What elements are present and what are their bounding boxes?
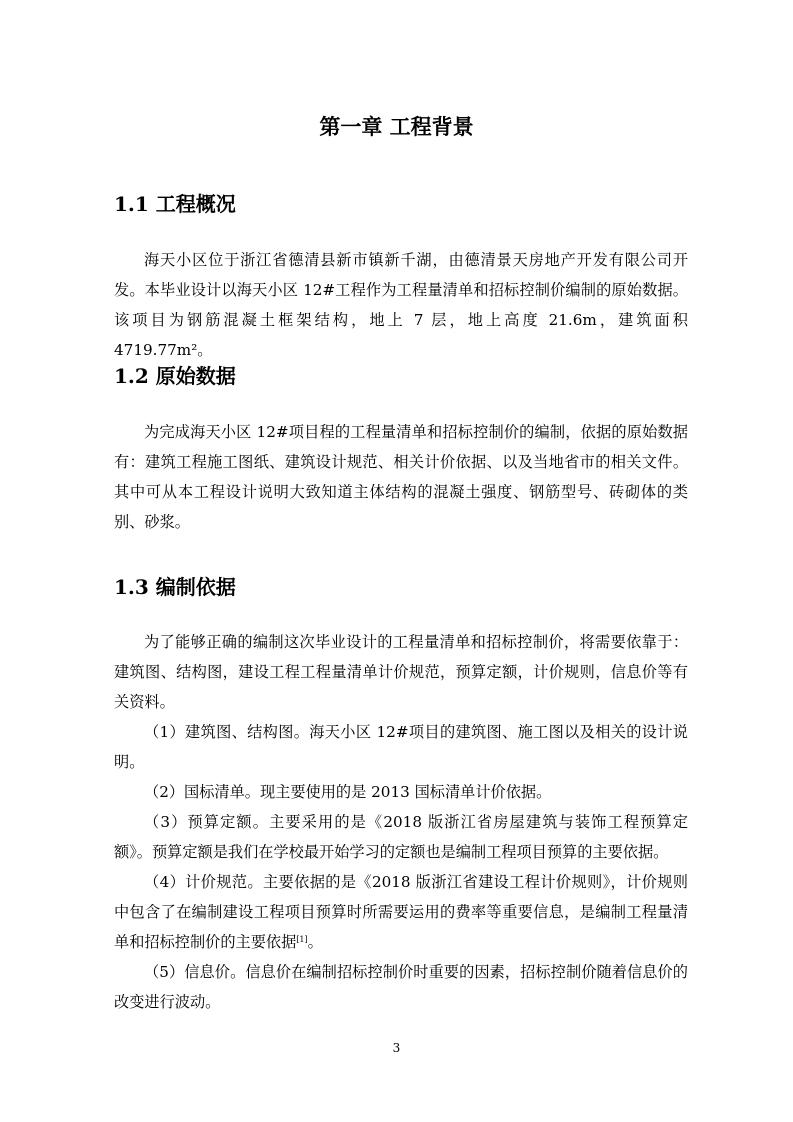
section-heading-1-1: 1.1 工程概况 — [114, 192, 236, 216]
list-item-drawings: （1）建筑图、结构图。海天小区 12#项目的建筑图、施工图以及相关的设计说明。 — [114, 723, 688, 771]
list-item-national-bill: （2）国标清单。现主要使用的是 2013 国标清单计价依据。 — [144, 783, 552, 801]
list-item-pricing-rules-text: （4）计价规范。主要依据的是《2018 版浙江省建设工程计价规则》，计价规则中包含了在编制建设工程项目预算时所需要运用的费率等重要信息，是编制工程量清单和招标控制价的主要依据 — [114, 873, 688, 951]
list-item-budget-quota: （3）预算定额。主要采用的是《2018 版浙江省房屋建筑与装饰工程预算定额》。预算定额是我们在学校最开始学习的定额也是编制工程项目预算的主要依据。 — [114, 813, 688, 861]
section-heading-1-2: 1.2 原始数据 — [114, 364, 236, 388]
paragraph-original-data: 为完成海天小区 12#项目程的工程量清单和招标控制价的编制，依据的原始数据有：建筑工程施工图纸、建筑设计规范、相关计价依据、以及当地省市的相关文件。其中可从本工程设计说明大致知道主体结构的混凝土强度、钢筋型号、砖砌体的类别、砂浆。 — [114, 423, 688, 531]
list-item-pricing-rules — [114, 867, 688, 957]
chapter-title: 第一章 工程背景 — [319, 114, 474, 139]
list-item-pricing-rules-end: 。 — [307, 933, 323, 951]
paragraph-project-overview: 海天小区位于浙江省德清县新市镇新千湖，由德清景天房地产开发有限公司开发。本毕业设计以海天小区 12#工程作为工程量清单和招标控制价编制的原始数据。该项目为钢筋混凝土框架结构，地上 7 层，地上高度 21.6m，建筑面积 4719.77m²。 — [114, 251, 688, 359]
list-item-info-price: （5）信息价。信息价在编制招标控制价时重要的因素，招标控制价随着信息价的改变进行波动。 — [114, 963, 688, 1011]
page-number: 3 — [392, 1041, 401, 1055]
citation-mark: [1] — [296, 935, 308, 944]
section-heading-1-3: 1.3 编制依据 — [114, 575, 236, 599]
paragraph-basis-intro: 为了能够正确的编制这次毕业设计的工程量清单和招标控制价，将需要依靠于：建筑图、结构图，建设工程工程量清单计价规范，预算定额，计价规则，信息价等有关资料。 — [114, 633, 688, 711]
